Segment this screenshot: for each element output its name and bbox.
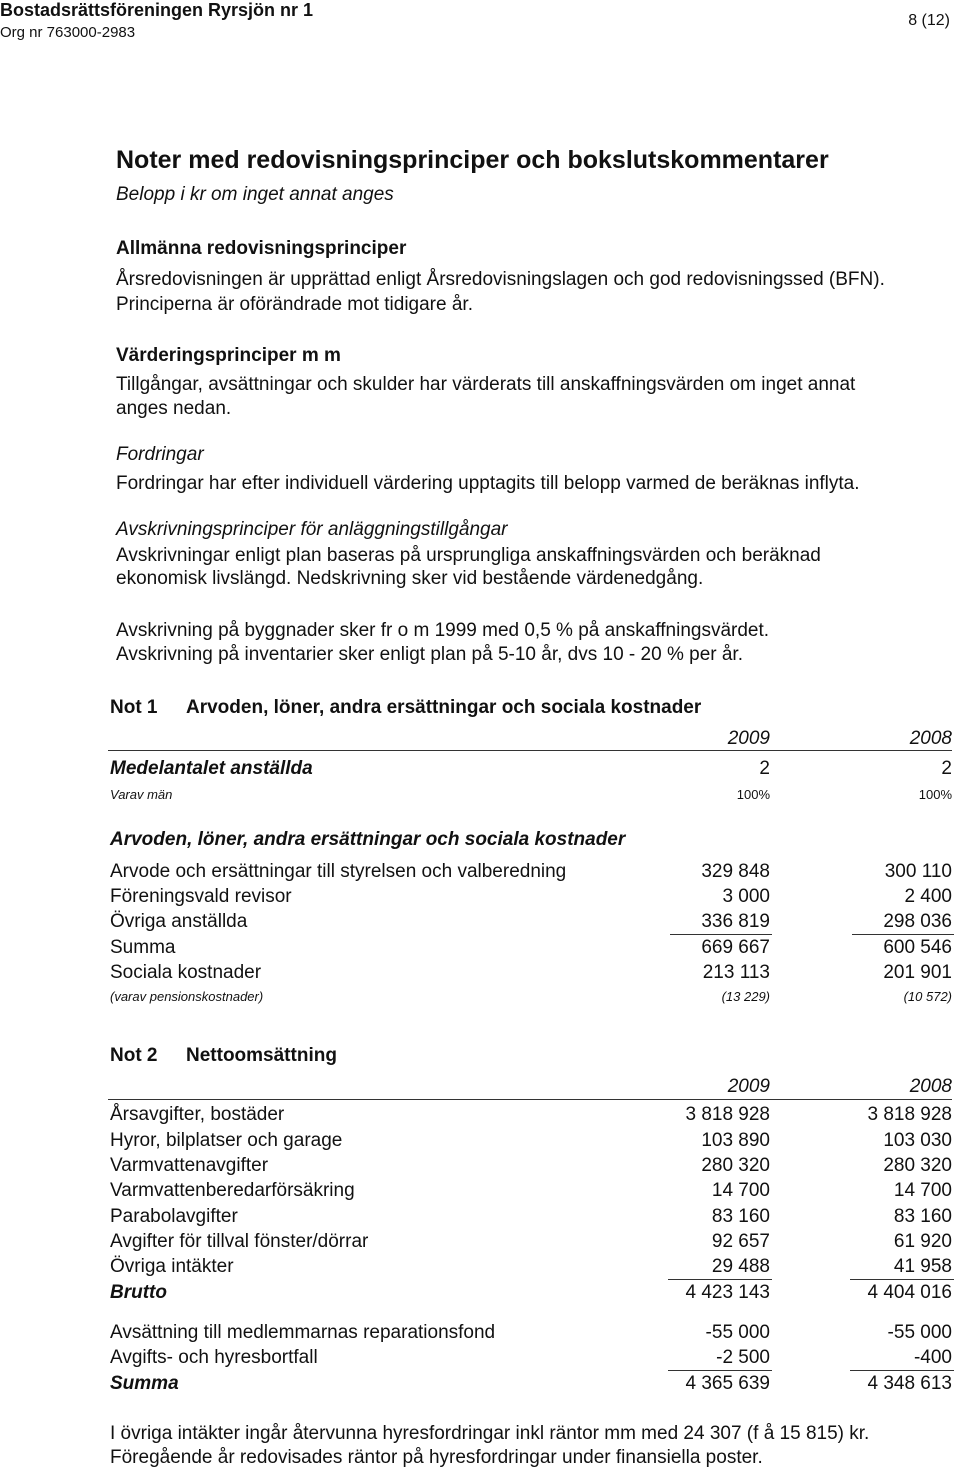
gross-rule-2008 [850, 1279, 954, 1280]
association-name: Bostadsrättsföreningen Ryrsjön nr 1 [0, 0, 314, 20]
valuation-heading: Värderingsprinciper m m [116, 345, 341, 366]
total-rule-2009 [668, 1370, 772, 1371]
loss-label: Avgifts- och hyresbortfall [110, 1347, 318, 1368]
valuation-line-1: Tillgångar, avsättningar och skulder har värderats till anskaffningsvärden om inget annat [116, 374, 856, 395]
table-row-2008: 41 958 [893, 1256, 952, 1277]
table-row-label: Årsavgifter, bostäder [110, 1104, 285, 1125]
general-line-1: Årsredovisningen är upprättad enligt Årsredovisningslagen och god redovisningssed (BFN). [116, 269, 885, 290]
table-row-label: Summa [110, 937, 176, 958]
loss-2009: -2 500 [716, 1347, 770, 1368]
depreciation-line-1: Avskrivningar enligt plan baseras på ursprungliga anskaffningsvärden och beräknad [116, 545, 821, 566]
table-row-label: Sociala kostnader [110, 962, 262, 983]
fund-2008: -55 000 [887, 1322, 952, 1343]
receivables-line: Fordringar har efter individuell värdering upptagits till belopp varmed de beräknas inflyta. [116, 473, 860, 494]
table-row-label: Varmvattenberedarförsäkring [110, 1180, 355, 1201]
gross-rule-2009 [668, 1279, 772, 1280]
table-row-2008: 3 818 928 [867, 1104, 952, 1125]
note1-header-rule [108, 750, 952, 751]
loss-2008: -400 [913, 1347, 952, 1368]
table-row-2009: 103 890 [701, 1130, 770, 1151]
table-row-2008: 201 901 [883, 962, 952, 983]
table-row-2009: 280 320 [701, 1155, 770, 1176]
table-row-label: Parabolavgifter [110, 1206, 238, 1227]
note1-label: Not 1 [110, 697, 158, 718]
total-2009: 4 365 639 [685, 1373, 770, 1394]
general-line-2: Principerna är oförändrade mot tidigare år. [116, 294, 473, 315]
note1-year-2008: 2008 [909, 728, 952, 749]
page-subtitle: Belopp i kr om inget annat anges [116, 184, 394, 205]
men-label: Varav män [110, 787, 173, 802]
note2-year-2009: 2009 [727, 1076, 770, 1097]
men-2008: 100% [918, 787, 952, 802]
table-row-label: Övriga anställda [110, 911, 248, 932]
employees-2009: 2 [759, 758, 770, 779]
footnote-line-2: Föregående år redovisades räntor på hyresfordringar under finansiella poster. [110, 1447, 763, 1468]
pension-2009: (13 229) [721, 989, 770, 1004]
depreciation-heading: Avskrivningsprinciper för anläggningstillgångar [116, 519, 508, 540]
gross-label: Brutto [110, 1282, 167, 1303]
table-row-label: Avgifter för tillval fönster/dörrar [110, 1231, 369, 1252]
table-row-label: Hyror, bilplatser och garage [110, 1130, 343, 1151]
total-label: Summa [110, 1373, 179, 1394]
note2-title: Nettoomsättning [186, 1045, 337, 1066]
table-row-2009: 3 818 928 [685, 1104, 770, 1125]
employees-2008: 2 [941, 758, 952, 779]
table-row-2008: 300 110 [884, 861, 952, 882]
table-row-label: Arvode och ersättningar till styrelsen och valberedning [110, 861, 567, 882]
table-row-2009: 29 488 [711, 1256, 770, 1277]
org-number: Org nr 763000-2983 [0, 24, 136, 41]
table-row-2008: 280 320 [883, 1155, 952, 1176]
table-row-label: Varmvattenavgifter [110, 1155, 269, 1176]
fund-2009: -55 000 [705, 1322, 770, 1343]
subtotal-rule-2008 [852, 934, 954, 935]
page-number: 8 (12) [908, 12, 950, 29]
pension-label: (varav pensionskostnader) [110, 989, 264, 1004]
gross-2008: 4 404 016 [867, 1282, 952, 1303]
table-row-2009: 14 700 [711, 1180, 770, 1201]
note1-year-2009: 2009 [727, 728, 770, 749]
note2-header-rule [108, 1099, 952, 1100]
buildings-depreciation: Avskrivning på byggnader sker fr o m 1999 med 0,5 % på anskaffningsvärdet. [116, 620, 770, 641]
table-row-label: Föreningsvald revisor [110, 886, 292, 907]
depreciation-line-2: ekonomisk livslängd. Nedskrivning sker vid bestående värdenedgång. [116, 568, 704, 589]
page-title: Noter med redovisningsprinciper och bokslutskommentarer [116, 146, 829, 174]
table-row-2008: 600 546 [883, 937, 952, 958]
inventory-depreciation: Avskrivning på inventarier sker enligt plan på 5-10 år, dvs 10 - 20 % per år. [116, 644, 743, 665]
footnote-line-1: I övriga intäkter ingår återvunna hyresfordringar inkl räntor mm med 24 307 (f å 15 815) kr. [110, 1423, 870, 1444]
table-row-2009: 3 000 [722, 886, 770, 907]
table-row-2008: 83 160 [893, 1206, 952, 1227]
table-row-2008: 2 400 [904, 886, 952, 907]
table-row-2009: 336 819 [701, 911, 770, 932]
compensation-heading: Arvoden, löner, andra ersättningar och sociala kostnader [110, 829, 626, 850]
valuation-line-2: anges nedan. [116, 398, 232, 419]
table-row-2009: 329 848 [701, 861, 770, 882]
table-row-2009: 213 113 [702, 962, 770, 983]
subtotal-rule-2009 [670, 934, 772, 935]
table-row-2008: 298 036 [883, 911, 952, 932]
note2-label: Not 2 [110, 1045, 158, 1066]
gross-2009: 4 423 143 [685, 1282, 770, 1303]
total-2008: 4 348 613 [867, 1373, 952, 1394]
general-heading: Allmänna redovisningsprinciper [116, 238, 407, 259]
table-row-2008: 61 920 [893, 1231, 952, 1252]
fund-label: Avsättning till medlemmarnas reparationsfond [110, 1322, 496, 1343]
table-row-2008: 14 700 [893, 1180, 952, 1201]
table-row-2009: 92 657 [711, 1231, 770, 1252]
pension-2008: (10 572) [903, 989, 952, 1004]
receivables-heading: Fordringar [116, 444, 204, 465]
table-row-2009: 669 667 [701, 937, 770, 958]
table-row-2008: 103 030 [883, 1130, 952, 1151]
men-2009: 100% [736, 787, 770, 802]
table-row-label: Övriga intäkter [110, 1256, 234, 1277]
note1-title: Arvoden, löner, andra ersättningar och sociala kostnader [186, 697, 702, 718]
table-row-2009: 83 160 [711, 1206, 770, 1227]
employees-label: Medelantalet anställda [110, 758, 313, 779]
total-rule-2008 [850, 1370, 954, 1371]
note2-year-2008: 2008 [909, 1076, 952, 1097]
